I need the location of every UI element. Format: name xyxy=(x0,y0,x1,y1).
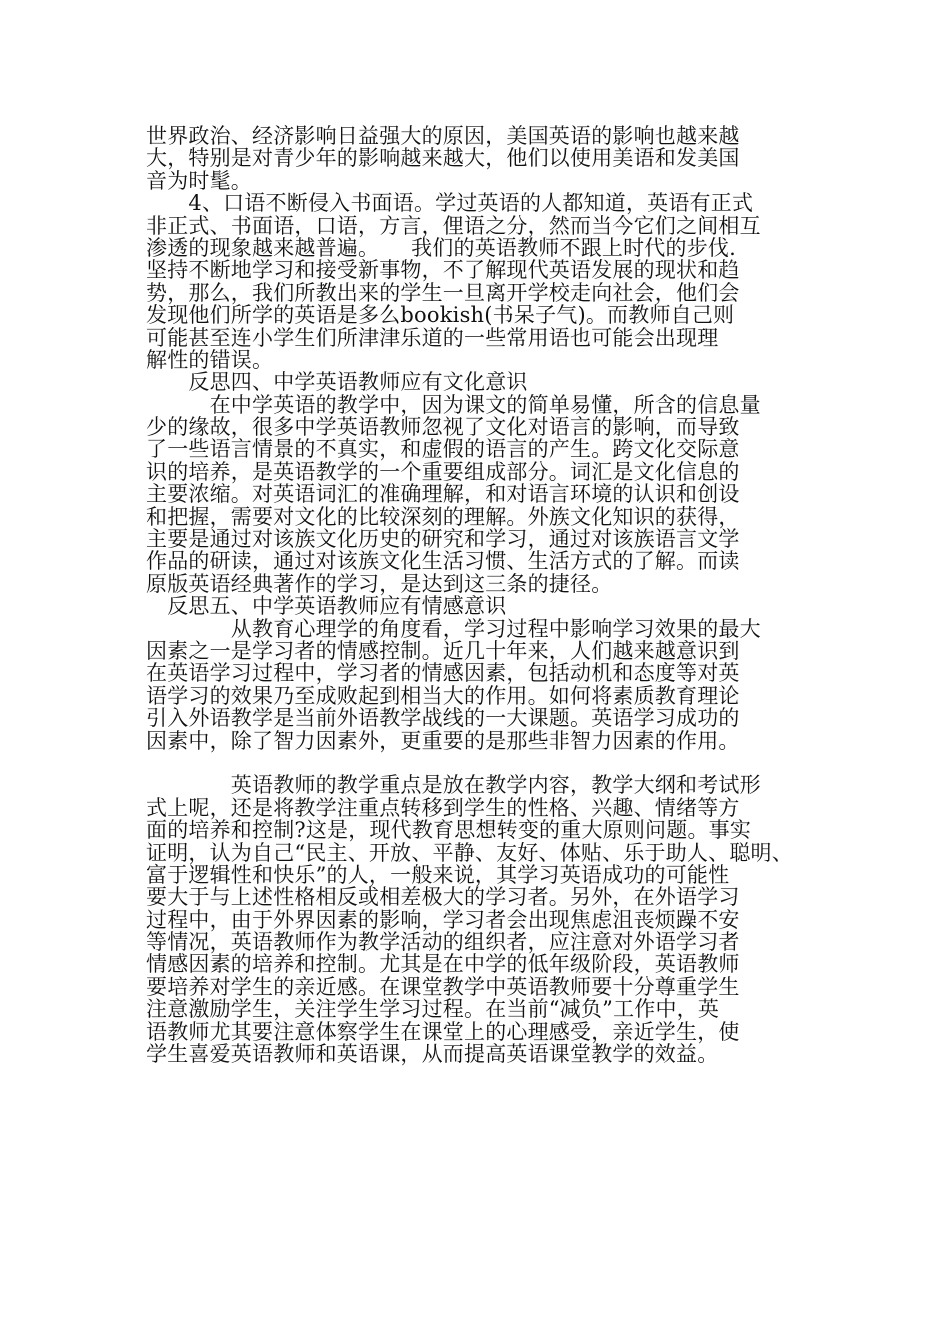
text-line: 原版英语经典著作的学习，是达到这三条的捷径。 xyxy=(146,571,613,596)
text-line: 主要浓缩。对英语词汇的准确理解，和对语言环境的认识和创设 xyxy=(146,482,740,507)
text-line: 解性的错误。 xyxy=(146,347,274,372)
text-line: 反思四、中学英语教师应有文化意识 xyxy=(146,370,528,395)
text-line: 反思五、中学英语教师应有情感意识 xyxy=(146,594,507,619)
text-line: 情感因素的培养和控制。尤其是在中学的低年级阶段，英语教师 xyxy=(146,952,740,977)
text-line: 势，那么，我们所教出来的学生一旦离开学校走向社会，他们会 xyxy=(146,280,740,305)
text-line: 作品的研读，通过对该族文化生活习惯、生活方式的了解。而读 xyxy=(146,549,740,574)
text-line: 语教师尤其要注意体察学生在课堂上的心理感受，亲近学生，使 xyxy=(146,1019,740,1044)
text-line: 从教育心理学的角度看，学习过程中影响学习效果的最大 xyxy=(146,616,761,641)
text-line: 发现他们所学的英语是多么bookish(书呆子气)。而教师自己则 xyxy=(146,303,735,328)
text-line: 在中学英语的教学中，因为课文的简单易懂，所含的信息量 xyxy=(146,392,761,417)
text-line: 等情况，英语教师作为教学活动的组织者，应注意对外语学习者 xyxy=(146,930,740,955)
paragraph xyxy=(146,125,812,192)
text-line: 要大于与上述性格相反或相差极大的学习者。另外，在外语学习 xyxy=(146,885,740,910)
text-line: 因素中，除了智力因素外，更重要的是那些非智力因素的作用。 xyxy=(146,728,740,753)
text-line: 少的缘故，很多中学英语教师忽视了文化对语言的影响，而导致 xyxy=(146,415,740,440)
text-line: 世界政治、经济影响日益强大的原因，美国英语的影响也越来越 xyxy=(146,124,740,148)
text-line: 要培养对学生的亲近感。在课堂教学中英语教师要十分尊重学生 xyxy=(146,974,740,999)
text-line: 英语教师的教学重点是放在教学内容，教学大纲和考试形 xyxy=(146,773,761,798)
text-line: 渗透的现象越来越普遍。 我们的英语教师不跟上时代的步伐. xyxy=(146,235,736,260)
section-heading xyxy=(146,371,812,393)
paragraph xyxy=(146,394,812,596)
text-line: 4、口语不断侵入书面语。学过英语的人都知道，英语有正式 xyxy=(146,191,754,216)
text-line: 证明，认为自己“民主、开放、平静、友好、体贴、乐于助人、聪明、 xyxy=(146,840,793,865)
text-line: 学生喜爱英语教师和英语课，从而提高英语课堂教学的效益。 xyxy=(146,1042,719,1067)
paragraph xyxy=(146,192,812,371)
text-line: 和把握，需要对文化的比较深刻的理解。外族文化知识的获得， xyxy=(146,504,740,529)
paragraph xyxy=(146,618,812,752)
paragraph-spacer xyxy=(146,752,812,774)
text-line: 坚持不断地学习和接受新事物，不了解现代英语发展的现状和趋 xyxy=(146,258,740,283)
document-body xyxy=(146,125,812,1065)
text-line: 可能甚至连小学生们所津津乐道的一些常用语也可能会出现理 xyxy=(146,325,719,350)
text-line: 因素之一是学习者的情感控制。近几十年来，人们越来越意识到 xyxy=(146,638,740,663)
paragraph xyxy=(146,774,812,1065)
text-line: 了一些语言情景的不真实，和虚假的语言的产生。跨文化交际意 xyxy=(146,437,740,462)
text-line: 引入外语教学是当前外语教学战线的一大课题。英语学习成功的 xyxy=(146,706,740,731)
text-line: 富于逻辑性和快乐”的人，一般来说，其学习英语成功的可能性 xyxy=(146,862,730,887)
text-line: 式上呢，还是将教学注重点转移到学生的性格、兴趣、情绪等方 xyxy=(146,795,740,820)
text-line: 过程中，由于外界因素的影响，学习者会出现焦虑沮丧烦躁不安 xyxy=(146,907,740,932)
text-line: 面的培养和控制?这是，现代教育思想转变的重大原则问题。事实 xyxy=(146,818,752,843)
text-line: 注意激励学生，关注学生学习过程。在当前“减负”工作中，英 xyxy=(146,997,720,1022)
text-line: 主要是通过对该族文化历史的研究和学习，通过对该族语言文学 xyxy=(146,527,740,552)
text-line: 大，特别是对青少年的影响越来越大，他们以使用美语和发美国 xyxy=(146,146,740,171)
section-heading xyxy=(146,595,812,617)
text-line: 音为时髦。 xyxy=(146,168,252,193)
text-line: 非正式、书面语，口语，方言，俚语之分，然而当今它们之间相互 xyxy=(146,213,761,238)
text-line: 语学习的效果乃至成败起到相当大的作用。如何将素质教育理论 xyxy=(146,683,740,708)
text-line: 在英语学习过程中，学习者的情感因素，包括动机和态度等对英 xyxy=(146,661,740,686)
text-line: 识的培养，是英语教学的一个重要组成部分。词汇是文化信息的 xyxy=(146,459,740,484)
